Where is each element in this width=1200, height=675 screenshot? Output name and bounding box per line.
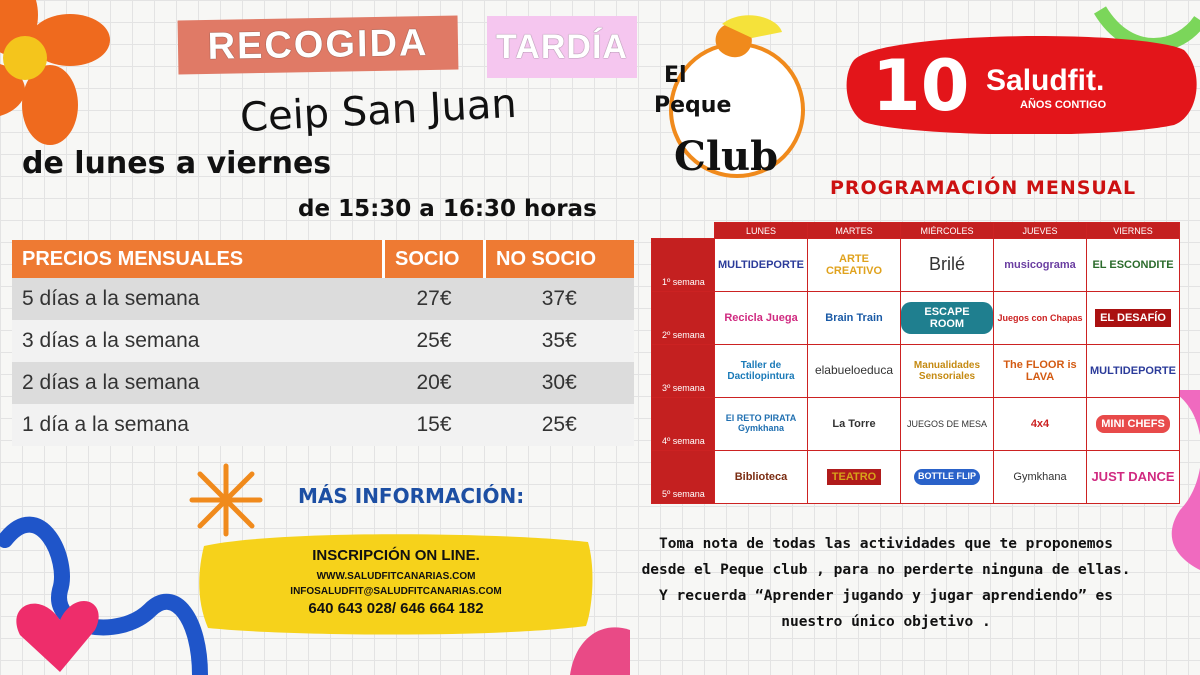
price-header-nosocio: NO SOCIO	[485, 240, 635, 278]
phone-numbers: 640 643 028/ 646 664 182	[308, 600, 484, 617]
activity-cell	[1087, 345, 1180, 398]
activity-name: EL DESAFÍO	[1095, 309, 1171, 327]
week-label: 5º semana	[652, 451, 715, 504]
activity-cell	[1087, 451, 1180, 504]
activity-cell	[994, 345, 1087, 398]
week-row	[652, 292, 1180, 345]
activity-name: EL ESCONDITE	[1092, 258, 1174, 271]
more-info-title: MÁS INFORMACIÓN:	[298, 484, 525, 508]
activity-cell	[994, 398, 1087, 451]
week-label: 1º semana	[652, 239, 715, 292]
activity-name: MULTIDEPORTE	[718, 258, 804, 271]
activity-name: Juegos con Chapas	[997, 313, 1083, 323]
activity-name: JUST DANCE	[1091, 468, 1175, 484]
activity-cell	[901, 292, 994, 345]
activity-name: ESCAPE ROOM	[901, 302, 993, 334]
activity-cell	[808, 345, 901, 398]
saludfit-tagline: AÑOS CONTIGO	[1020, 99, 1107, 111]
activity-name: BOTTLE FLIP	[914, 469, 980, 485]
price-header-plan: PRECIOS MENSUALES	[12, 240, 384, 278]
activity-cell	[715, 345, 808, 398]
note-line-4: nuestro único objetivo .	[781, 614, 991, 630]
activity-name: Brain Train	[825, 311, 883, 324]
activity-name: musicograma	[1004, 258, 1076, 271]
table-row	[12, 362, 634, 404]
website-link[interactable]: WWW.SALUDFITCANARIAS.COM	[316, 571, 476, 582]
table-row	[12, 320, 634, 362]
day-header: VIERNES	[1087, 223, 1180, 239]
peque-club-text: Club	[674, 133, 779, 180]
activity-name: JUEGOS DE MESA	[906, 419, 987, 429]
orange-star-decoration	[188, 462, 264, 538]
school-name: Ceip San Juan	[238, 80, 518, 142]
activity-cell	[901, 398, 994, 451]
price-socio: 15€	[384, 404, 485, 446]
activity-cell	[808, 451, 901, 504]
hours-label: de 15:30 a 16:30 horas	[298, 196, 597, 222]
activity-name: Manualidades Sensoriales	[913, 360, 981, 382]
day-header: JUEVES	[994, 223, 1087, 239]
activity-cell	[1087, 292, 1180, 345]
activity-name: El RETO PIRATA Gymkhana	[725, 413, 797, 433]
price-table	[12, 240, 634, 446]
price-plan: 5 días a la semana	[12, 278, 384, 320]
program-grid	[651, 222, 1180, 504]
activity-cell	[994, 451, 1087, 504]
activity-cell	[1087, 398, 1180, 451]
activity-cell	[715, 398, 808, 451]
week-row	[652, 451, 1180, 504]
day-header: MIÉRCOLES	[901, 223, 994, 239]
days-label: de lunes a viernes	[22, 146, 332, 181]
activity-cell	[808, 398, 901, 451]
grid-corner	[652, 223, 715, 239]
week-row	[652, 239, 1180, 292]
peque-peque-text: Peque	[654, 93, 732, 118]
activity-name: 4x4	[1030, 417, 1050, 430]
week-row	[652, 398, 1180, 451]
activity-name: La Torre	[832, 417, 876, 430]
day-header: MARTES	[808, 223, 901, 239]
activity-cell	[715, 292, 808, 345]
price-plan: 3 días a la semana	[12, 320, 384, 362]
activity-cell	[994, 239, 1087, 292]
blue-squiggle-decoration	[0, 500, 220, 675]
note-line-1: Toma nota de todas las actividades que te proponemos	[659, 536, 1113, 552]
activity-cell	[808, 292, 901, 345]
price-nosocio: 37€	[485, 278, 635, 320]
activity-name: Biblioteca	[734, 470, 788, 483]
activity-name: MULTIDEPORTE	[1090, 364, 1176, 377]
peque-club-logo	[652, 12, 822, 182]
price-nosocio: 30€	[485, 362, 635, 404]
activity-name: MINI CHEFS	[1096, 415, 1170, 433]
note-line-3: Y recuerda “Aprender jugando y jugar aprendiendo” es	[659, 588, 1113, 604]
saludfit-number: 10	[872, 45, 970, 127]
price-socio: 25€	[384, 320, 485, 362]
price-plan: 1 día a la semana	[12, 404, 384, 446]
peque-el-text: El	[664, 63, 687, 88]
tardia-title: TARDÍA	[487, 16, 637, 78]
table-row	[12, 404, 634, 446]
activity-name: elabueloeduca	[814, 363, 894, 378]
activity-cell	[994, 292, 1087, 345]
activity-cell	[715, 239, 808, 292]
activity-name: The FLOOR is LAVA	[1003, 358, 1077, 383]
activity-cell	[901, 451, 994, 504]
saludfit-logo	[844, 30, 1200, 134]
price-plan: 2 días a la semana	[12, 362, 384, 404]
activity-name: ARTE CREATIVO	[825, 252, 883, 277]
price-nosocio: 35€	[485, 320, 635, 362]
activity-name: Gymkhana	[1013, 470, 1067, 483]
email-link[interactable]: INFOSALUDFIT@SALUDFITCANARIAS.COM	[290, 586, 502, 597]
recogida-title: RECOGIDA	[178, 16, 459, 75]
program-title: PROGRAMACIÓN MENSUAL	[830, 177, 1137, 199]
table-row	[12, 278, 634, 320]
week-label: 4º semana	[652, 398, 715, 451]
activity-cell	[901, 239, 994, 292]
day-header: LUNES	[715, 223, 808, 239]
activity-cell	[901, 345, 994, 398]
saludfit-name: Saludfit.	[986, 64, 1105, 97]
activity-cell	[808, 239, 901, 292]
activity-name: TEATRO	[827, 469, 881, 485]
week-row	[652, 345, 1180, 398]
activity-cell	[1087, 239, 1180, 292]
price-header-socio: SOCIO	[384, 240, 485, 278]
price-nosocio: 25€	[485, 404, 635, 446]
price-socio: 20€	[384, 362, 485, 404]
inscription-label: INSCRIPCIÓN ON LINE.	[312, 547, 480, 564]
activity-name: Taller de Dactilopintura	[727, 360, 795, 382]
orange-flower-decoration	[0, 0, 120, 150]
activity-cell	[715, 451, 808, 504]
activity-name: Brilé	[928, 254, 965, 275]
activity-name: Recicla Juega	[724, 311, 798, 324]
price-socio: 27€	[384, 278, 485, 320]
week-label: 3º semana	[652, 345, 715, 398]
week-label: 2º semana	[652, 292, 715, 345]
note-line-2: desde el Peque club , para no perderte ninguna de ellas.	[641, 562, 1131, 578]
